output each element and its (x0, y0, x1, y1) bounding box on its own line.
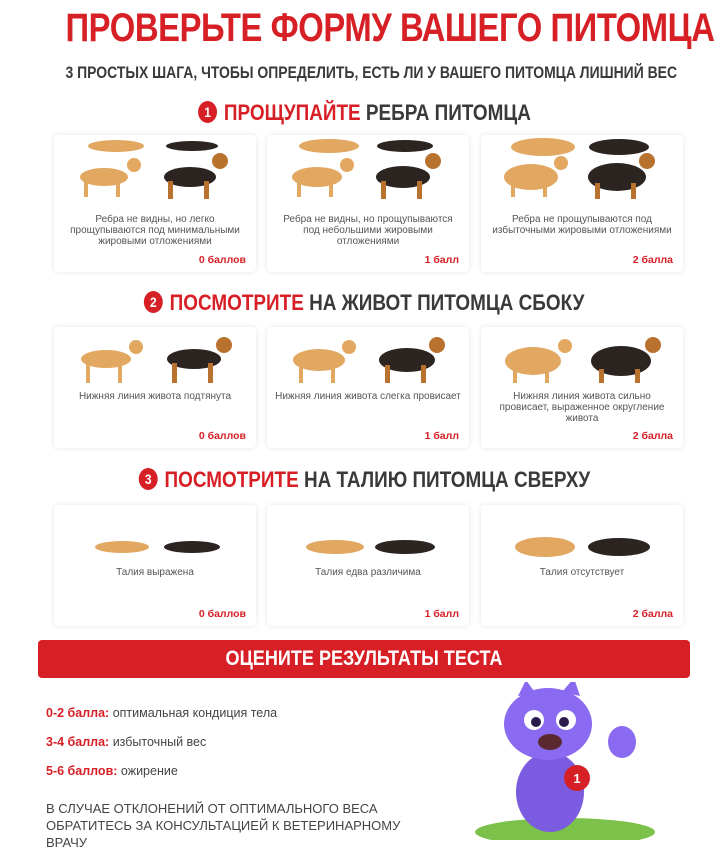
step-3-card-0 (54, 505, 256, 626)
results-banner-title: ОЦЕНИТЕ РЕЗУЛЬТАТЫ ТЕСТА (225, 647, 503, 670)
card-description: Нижняя линия живота сильно провисает, выраженное округление живота (499, 391, 665, 424)
step-2-title-rest: НА ЖИВОТ ПИТОМЦА СБОКУ (308, 290, 585, 315)
card-description: Нижняя линия живота слегка провисает (275, 391, 461, 402)
step-1-heading (0, 100, 728, 126)
mascot-badge-number: 1 (573, 771, 581, 786)
pet-illustration (267, 135, 469, 215)
vet-note (46, 800, 406, 851)
step-3-heading (0, 467, 728, 493)
result-range: 3-4 балла: (46, 735, 110, 749)
step-3-number-badge: 3 (138, 468, 157, 490)
result-range: 5-6 баллов: (46, 764, 118, 778)
page-subtitle: 3 ПРОСТЫХ ШАГА, ЧТОБЫ ОПРЕДЕЛИТЬ, ЕСТЬ ЛИ У ВАШЕГО ПИТОМЦА ЛИШНИЙ ВЕС (65, 63, 678, 82)
pet-illustration (267, 327, 469, 397)
pet-illustration (481, 327, 683, 397)
card-score: 1 балл (424, 430, 459, 442)
result-item-0 (46, 706, 277, 720)
vet-note-line-2: ОБРАТИТЕСЬ ЗА КОНСУЛЬТАЦИЕЙ К ВЕТЕРИНАРНОМУ ВРАЧУ (46, 818, 401, 850)
card-description: Талия выражена (116, 567, 194, 578)
pet-illustration (54, 327, 256, 397)
card-score: 0 баллов (198, 430, 246, 442)
cat-top-view (88, 140, 144, 152)
step-1-card-2 (481, 135, 683, 272)
card-description: Талия едва различима (315, 567, 421, 578)
step-2-card-1 (267, 327, 469, 448)
card-description: Ребра не видны, но прощупываются под небольшими жировыми отложениями (283, 214, 453, 247)
mascot-body (516, 752, 584, 832)
card-score: 1 балл (424, 608, 459, 620)
step-3-title-accent: ПОСМОТРИТЕ (164, 467, 299, 492)
pet-illustration (54, 505, 256, 565)
step-2-title-accent: ПОСМОТРИТЕ (169, 290, 304, 315)
step-3-card-2 (481, 505, 683, 626)
card-description: Ребра не видны, но легко прощупываются под минимальными жировыми отложениями (70, 214, 240, 247)
step-1-title-accent: ПРОЩУПАЙТЕ (223, 100, 361, 125)
pet-illustration (481, 135, 683, 215)
pet-illustration (54, 135, 256, 215)
card-score: 0 баллов (198, 254, 246, 266)
dog-top-view (166, 141, 218, 151)
mascot-paw (608, 726, 636, 758)
card-score: 2 балла (632, 430, 673, 442)
step-1-card-0 (54, 135, 256, 272)
card-score: 2 балла (632, 254, 673, 266)
pet-illustration (267, 505, 469, 565)
step-1-card-1 (267, 135, 469, 272)
step-2-heading (0, 290, 728, 316)
step-1-title-rest: РЕБРА ПИТОМЦА (365, 100, 531, 125)
step-3-card-1 (267, 505, 469, 626)
step-2-card-0 (54, 327, 256, 448)
mascot-illustration (470, 682, 670, 840)
result-range: 0-2 балла: (46, 706, 110, 720)
page-title: ПРОВЕРЬТЕ ФОРМУ ВАШЕГО ПИТОМЦА (65, 6, 715, 50)
step-3-title-rest: НА ТАЛИЮ ПИТОМЦА СВЕРХУ (303, 467, 590, 492)
card-description: Ребра не прощупываются под избыточными жировыми отложениями (492, 214, 672, 236)
card-description: Нижняя линия живота подтянута (78, 391, 232, 402)
result-text: ожирение (120, 764, 178, 778)
card-description: Талия отсутствует (539, 567, 625, 578)
result-item-1 (46, 735, 206, 749)
results-banner (38, 640, 690, 678)
result-text: оптимальная кондиция тела (112, 706, 278, 720)
card-score: 0 баллов (198, 608, 246, 620)
card-score: 1 балл (424, 254, 459, 266)
step-2-card-2 (481, 327, 683, 448)
result-item-2 (46, 764, 178, 778)
result-text: избыточный вес (112, 735, 207, 749)
vet-note-line-1: В СЛУЧАЕ ОТКЛОНЕНИЙ ОТ ОПТИМАЛЬНОГО ВЕСА (46, 801, 378, 816)
pet-illustration (481, 505, 683, 565)
step-2-number-badge: 2 (144, 291, 163, 313)
step-1-number-badge: 1 (198, 101, 217, 123)
card-score: 2 балла (632, 608, 673, 620)
